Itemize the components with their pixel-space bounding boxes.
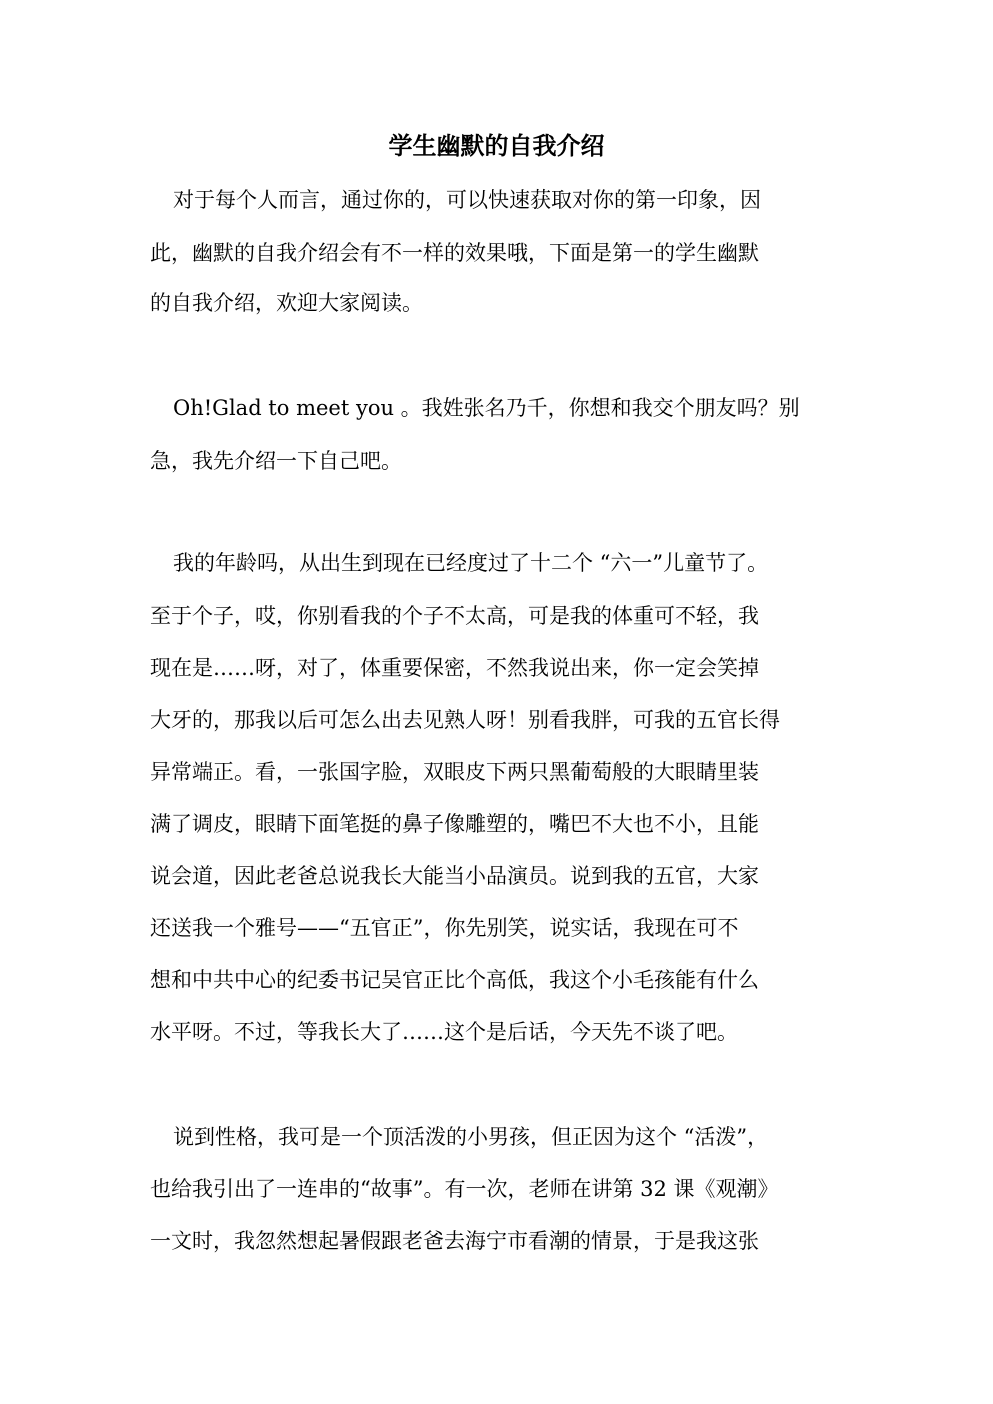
paragraph-1-line-2: 此，幽默的自我介绍会有不一样的效果哦，下面是第一的学生幽默 (150, 241, 759, 265)
paragraph-3-line-6: 满了调皮，眼睛下面笔挺的鼻子像雕塑的，嘴巴不大也不小，且能 (150, 812, 759, 836)
paragraph-2-line-2: 急，我先介绍一下自己吧。 (150, 449, 402, 473)
paragraph-2-line-1: Oh!Glad to meet you 。我姓张名乃千，你想和我交个朋友吗？别 (173, 396, 800, 420)
paragraph-3-line-5: 异常端正。看，一张国字脸，双眼皮下两只黑葡萄般的大眼睛里装 (150, 760, 759, 784)
paragraph-4-line-3: 一文时，我忽然想起暑假跟老爸去海宁市看潮的情景，于是我这张 (150, 1229, 759, 1253)
paragraph-3-line-4: 大牙的，那我以后可怎么出去见熟人呀！别看我胖，可我的五官长得 (150, 708, 780, 732)
paragraph-4-line-2: 也给我引出了一连串的“故事”。有一次，老师在讲第 32 课《观潮》 (150, 1177, 779, 1201)
paragraph-3-line-3: 现在是……呀，对了，体重要保密，不然我说出来，你一定会笑掉 (150, 656, 759, 680)
paragraph-1-line-3: 的自我介绍，欢迎大家阅读。 (150, 291, 423, 315)
document-title: 学生幽默的自我介绍 (388, 131, 605, 160)
paragraph-3-line-10: 水平呀。不过，等我长大了……这个是后话，今天先不谈了吧。 (150, 1020, 738, 1044)
paragraph-4-line-1: 说到性格，我可是一个顶活泼的小男孩，但正因为这个 “活泼”， (173, 1125, 769, 1149)
paragraph-3-line-9: 想和中共中心的纪委书记吴官正比个高低，我这个小毛孩能有什么 (150, 968, 759, 992)
paragraph-3-line-8: 还送我一个雅号——“五官正”，你先别笑，说实话，我现在可不 (150, 916, 739, 940)
paragraph-3-line-2: 至于个子，哎，你别看我的个子不太高，可是我的体重可不轻，我 (150, 604, 759, 628)
paragraph-1-line-1: 对于每个人而言，通过你的，可以快速获取对你的第一印象，因 (173, 188, 761, 212)
paragraph-3-line-7: 说会道，因此老爸总说我长大能当小品演员。说到我的五官，大家 (150, 864, 759, 888)
paragraph-3-line-1: 我的年龄吗，从出生到现在已经度过了十二个 “六一”儿童节了。 (173, 551, 769, 575)
